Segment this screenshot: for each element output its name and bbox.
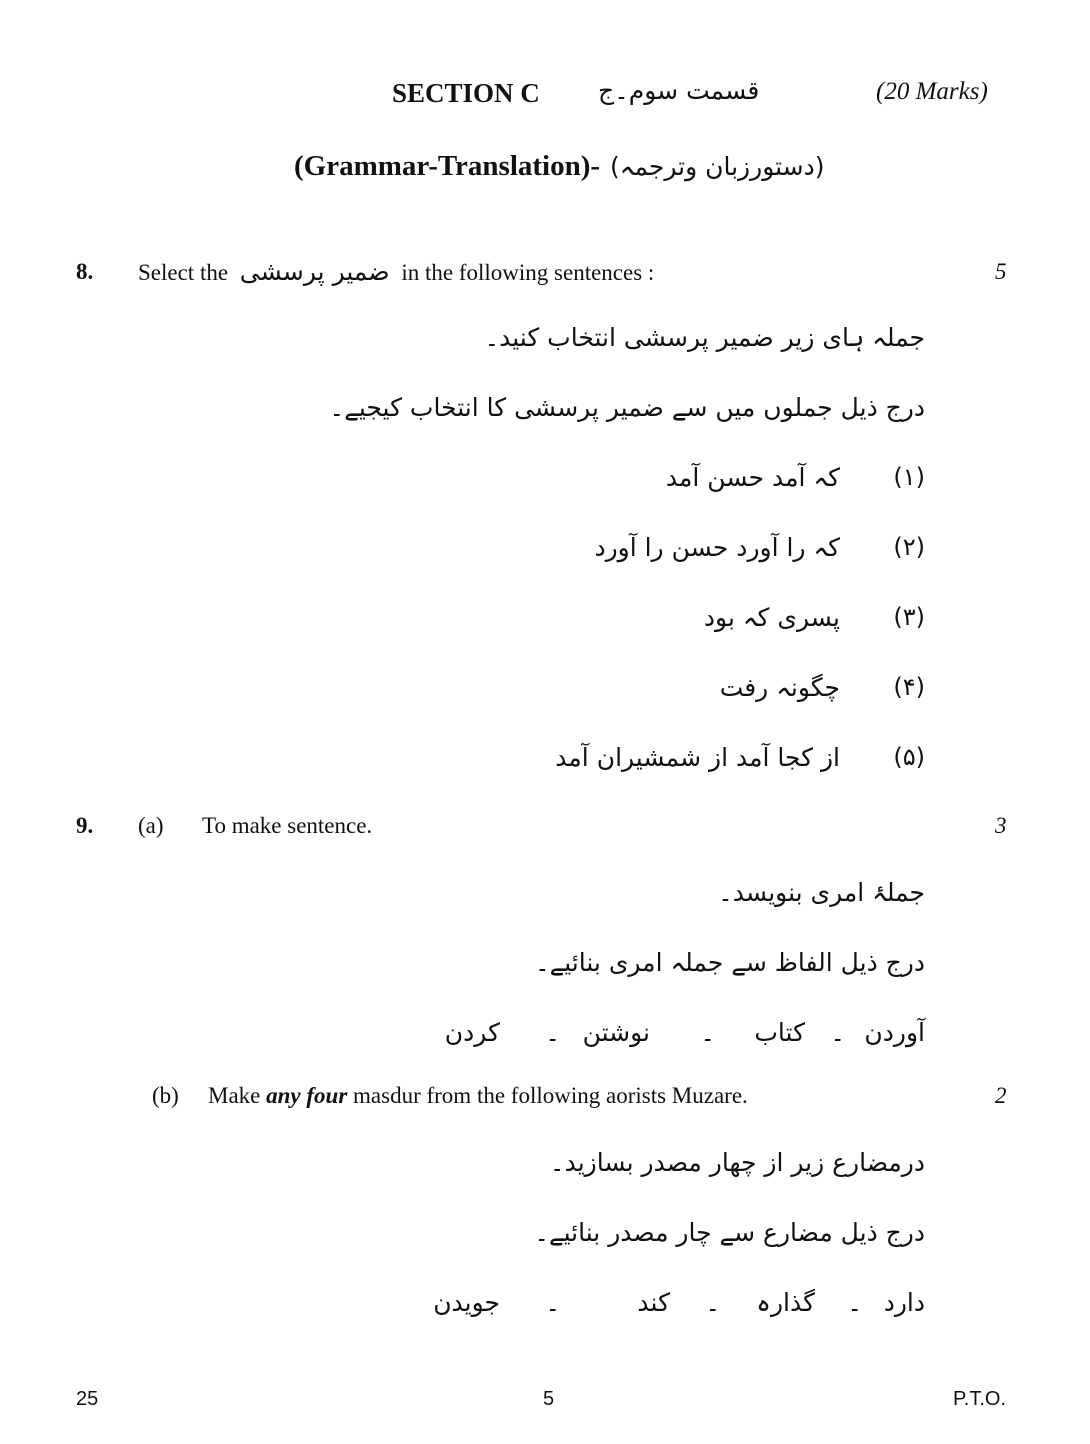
q8-item-2-number: (۲) — [893, 533, 925, 561]
q9b-instruction-persian: درمضارع زیر از چھار مصدر بسازید۔ — [549, 1148, 925, 1177]
question-9-number: 9. — [76, 813, 94, 838]
q9a-marks: 3 — [995, 813, 1007, 838]
q9b-text-emphasis: any four — [266, 1083, 348, 1108]
q9b-separator-3: ۔ — [545, 1288, 560, 1317]
q9b-text-before: Make — [208, 1083, 261, 1108]
q8-instruction-urdu: درج ذیل جملوں میں سے ضمیر پرسشی کا انتخاب کیجیے۔ — [329, 393, 925, 422]
q9b-marks: 2 — [995, 1083, 1007, 1108]
q9a-word-2: کتاب — [754, 1018, 805, 1047]
section-title-urdu: قسمت سوم۔ج — [598, 76, 760, 105]
q9b-word-4: جویدن — [433, 1288, 500, 1317]
q9b-text-after: masdur from the following aorists Muzare. — [353, 1083, 748, 1108]
section-marks: (20 Marks) — [876, 78, 988, 105]
q9b-text — [208, 1083, 748, 1109]
q8-text-after: in the following sentences : — [401, 260, 655, 285]
q9b-separator-2: ۔ — [705, 1288, 720, 1317]
q9a-word-4: کردن — [444, 1018, 500, 1047]
q8-item-5-number: (۵) — [893, 743, 925, 771]
question-8-marks: 5 — [995, 259, 1007, 284]
q9a-instruction-persian: جملۂ امری بنویسد۔ — [718, 878, 925, 907]
footer-pto: P.T.O. — [953, 1388, 1006, 1410]
q9b-instruction-urdu: درج ذیل مضارع سے چار مصدر بنائیے۔ — [534, 1218, 925, 1247]
q9a-separator-1: ۔ — [830, 1018, 845, 1047]
subtitle-urdu: (دستورزبان وترجمہ) — [610, 152, 825, 181]
q9a-instruction-urdu: درج ذیل الفاظ سے جملہ امری بنائیے۔ — [534, 948, 925, 977]
q8-instruction-persian: جملہ ہای زیر ضمیر پرسشی انتخاب کنید۔ — [484, 323, 925, 352]
q8-text-before: Select the — [138, 260, 229, 285]
q8-text-urdu: ضمیر پرسشی — [239, 257, 390, 286]
q9a-separator-3: ۔ — [545, 1018, 560, 1047]
q9b-word-1: دارد — [883, 1288, 925, 1317]
q9a-label: (a) — [138, 813, 164, 838]
q9a-word-1: آوردن — [864, 1018, 925, 1047]
question-8-number: 8. — [76, 259, 94, 284]
q8-item-2-text: کہ را آورد حسن را آورد — [594, 533, 840, 562]
q9a-text: To make sentence. — [202, 813, 373, 838]
q8-item-3-text: پسری کہ بود — [703, 603, 840, 632]
q9b-label: (b) — [152, 1083, 179, 1108]
footer-page-number: 5 — [543, 1388, 555, 1410]
q8-item-4-number: (۴) — [893, 673, 925, 701]
q9b-separator-1: ۔ — [847, 1288, 862, 1317]
q8-item-1-number: (۱) — [893, 463, 925, 491]
question-8-text — [138, 257, 654, 286]
subtitle-english: (Grammar-Translation)- — [294, 150, 601, 182]
q9b-word-2: گذارہ — [756, 1288, 815, 1317]
q8-item-1-text: کہ آمد حسن آمد — [665, 463, 840, 492]
q8-item-3-number: (۳) — [893, 603, 925, 631]
q9a-word-3: نوشتن — [582, 1018, 650, 1047]
section-title: SECTION C — [392, 78, 540, 108]
q8-item-5-text: از کجا آمد از شمشیران آمد — [555, 743, 840, 772]
q8-item-4-text: چگونہ رفت — [719, 673, 840, 702]
footer-code: 25 — [76, 1388, 99, 1410]
section-subtitle — [294, 150, 825, 183]
q9b-word-3: کند — [637, 1288, 670, 1317]
q9a-separator-2: ۔ — [700, 1018, 715, 1047]
